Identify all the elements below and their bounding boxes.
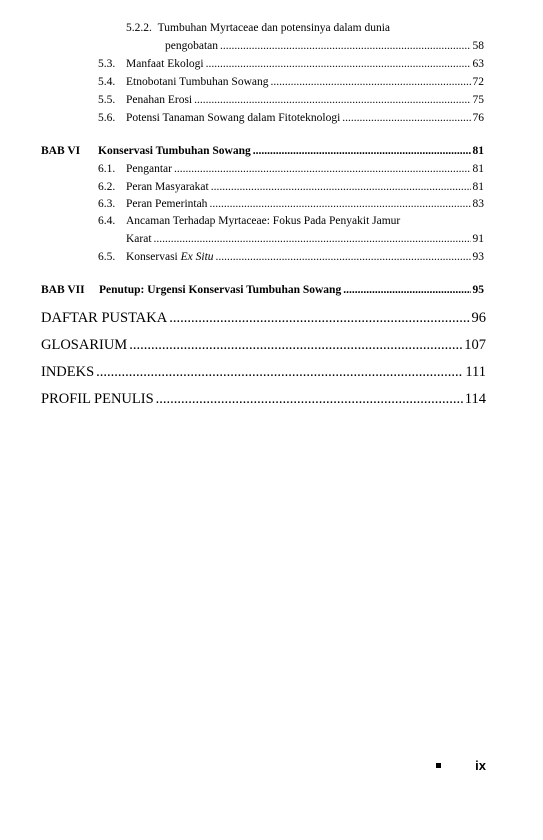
folio-page-number: ix bbox=[475, 758, 486, 773]
square-bullet-icon bbox=[436, 763, 441, 768]
section-title: Tumbuhan Myrtaceae dan potensinya dalam dunia bbox=[157, 22, 391, 34]
entry-title: PROFIL PENULIS bbox=[41, 391, 154, 407]
dot-leader bbox=[96, 364, 463, 381]
page-number: 81 bbox=[472, 163, 484, 175]
toc-entry-6-5[interactable] bbox=[98, 251, 484, 263]
page-number: 91 bbox=[472, 233, 484, 245]
toc-entry-6-4-line2[interactable] bbox=[126, 233, 484, 245]
dot-leader bbox=[154, 233, 471, 245]
page-number: 96 bbox=[471, 310, 486, 326]
toc-profil-penulis[interactable] bbox=[41, 391, 486, 408]
page-number: 93 bbox=[472, 251, 484, 263]
dot-leader bbox=[174, 163, 471, 175]
page-number: 58 bbox=[472, 40, 484, 52]
dot-leader bbox=[343, 284, 470, 296]
dot-leader bbox=[253, 145, 471, 157]
dot-leader bbox=[220, 40, 470, 52]
toc-glosarium[interactable] bbox=[41, 337, 486, 354]
toc-chapter-6[interactable] bbox=[41, 145, 484, 157]
dot-leader bbox=[270, 76, 470, 88]
section-title: Potensi Tanaman Sowang dalam Fitoteknologi bbox=[126, 112, 341, 124]
page-number: 81 bbox=[472, 181, 484, 193]
entry-title: INDEKS bbox=[41, 364, 95, 380]
section-number: 6.5. bbox=[98, 251, 116, 263]
toc-entry-5-3[interactable] bbox=[98, 58, 484, 70]
section-title-cont: pengobatan bbox=[165, 40, 219, 52]
section-title-text: Konservasi bbox=[126, 251, 181, 263]
section-number: 5.3. bbox=[98, 58, 116, 70]
dot-leader bbox=[211, 181, 471, 193]
chapter-label: BAB VII bbox=[41, 284, 85, 296]
dot-leader bbox=[216, 251, 471, 263]
section-number: 5.6. bbox=[98, 112, 116, 124]
section-title: Ancaman Terhadap Myrtaceae: Fokus Pada Penyakit Jamur bbox=[126, 215, 401, 227]
toc-entry-5-2-2-line1 bbox=[126, 22, 390, 34]
entry-title: GLOSARIUM bbox=[41, 337, 128, 353]
page-number: 95 bbox=[472, 284, 484, 296]
dot-leader bbox=[129, 337, 462, 354]
section-number: 6.2. bbox=[98, 181, 116, 193]
section-number: 6.1. bbox=[98, 163, 116, 175]
section-title: Manfaat Ekologi bbox=[126, 58, 204, 70]
page-number: 63 bbox=[472, 58, 484, 70]
section-number: 5.4. bbox=[98, 76, 116, 88]
toc-entry-6-2[interactable] bbox=[98, 181, 484, 193]
dot-leader bbox=[156, 391, 463, 408]
toc-entry-5-5[interactable] bbox=[98, 94, 484, 106]
toc-chapter-7[interactable] bbox=[41, 284, 484, 296]
page-footer bbox=[436, 758, 486, 773]
dot-leader bbox=[194, 94, 470, 106]
page-number: 76 bbox=[472, 112, 484, 124]
section-title: Peran Masyarakat bbox=[126, 181, 209, 193]
section-number: 6.3. bbox=[98, 198, 116, 210]
toc-daftar-pustaka[interactable] bbox=[41, 310, 486, 327]
section-number: 5.2.2. bbox=[126, 22, 152, 34]
page-number: 114 bbox=[464, 391, 486, 407]
section-title: Penahan Erosi bbox=[126, 94, 193, 106]
page-number: 83 bbox=[472, 198, 484, 210]
chapter-label: BAB VI bbox=[41, 145, 81, 157]
chapter-title: Penutup: Urgensi Konservasi Tumbuhan Sowang bbox=[99, 284, 342, 296]
toc-entry-6-3[interactable] bbox=[98, 198, 484, 210]
dot-leader bbox=[209, 198, 470, 210]
dot-leader bbox=[169, 310, 469, 327]
section-title-cont: Karat bbox=[126, 233, 152, 245]
section-number: 5.5. bbox=[98, 94, 116, 106]
toc-entry-6-4-line1 bbox=[98, 215, 400, 227]
chapter-title: Konservasi Tumbuhan Sowang bbox=[98, 145, 251, 157]
entry-title: DAFTAR PUSTAKA bbox=[41, 310, 168, 326]
section-title bbox=[126, 251, 214, 263]
toc-entry-5-4[interactable] bbox=[98, 76, 484, 88]
toc-entry-6-1[interactable] bbox=[98, 163, 484, 175]
dot-leader bbox=[206, 58, 471, 70]
toc-entry-5-2-2-line2[interactable] bbox=[165, 40, 484, 52]
section-title: Pengantar bbox=[126, 163, 172, 175]
page-number: 75 bbox=[472, 94, 484, 106]
page-number: 111 bbox=[465, 364, 486, 380]
toc-entry-5-6[interactable] bbox=[98, 112, 484, 124]
section-title: Etnobotani Tumbuhan Sowang bbox=[126, 76, 269, 88]
section-number: 6.4. bbox=[98, 215, 116, 227]
dot-leader bbox=[342, 112, 470, 124]
section-title: Peran Pemerintah bbox=[126, 198, 208, 210]
toc-indeks[interactable] bbox=[41, 364, 486, 381]
page-number: 107 bbox=[464, 337, 486, 353]
page-number: 81 bbox=[472, 145, 484, 157]
section-title-italic: Ex Situ bbox=[180, 251, 214, 263]
page-number: 72 bbox=[472, 76, 484, 88]
